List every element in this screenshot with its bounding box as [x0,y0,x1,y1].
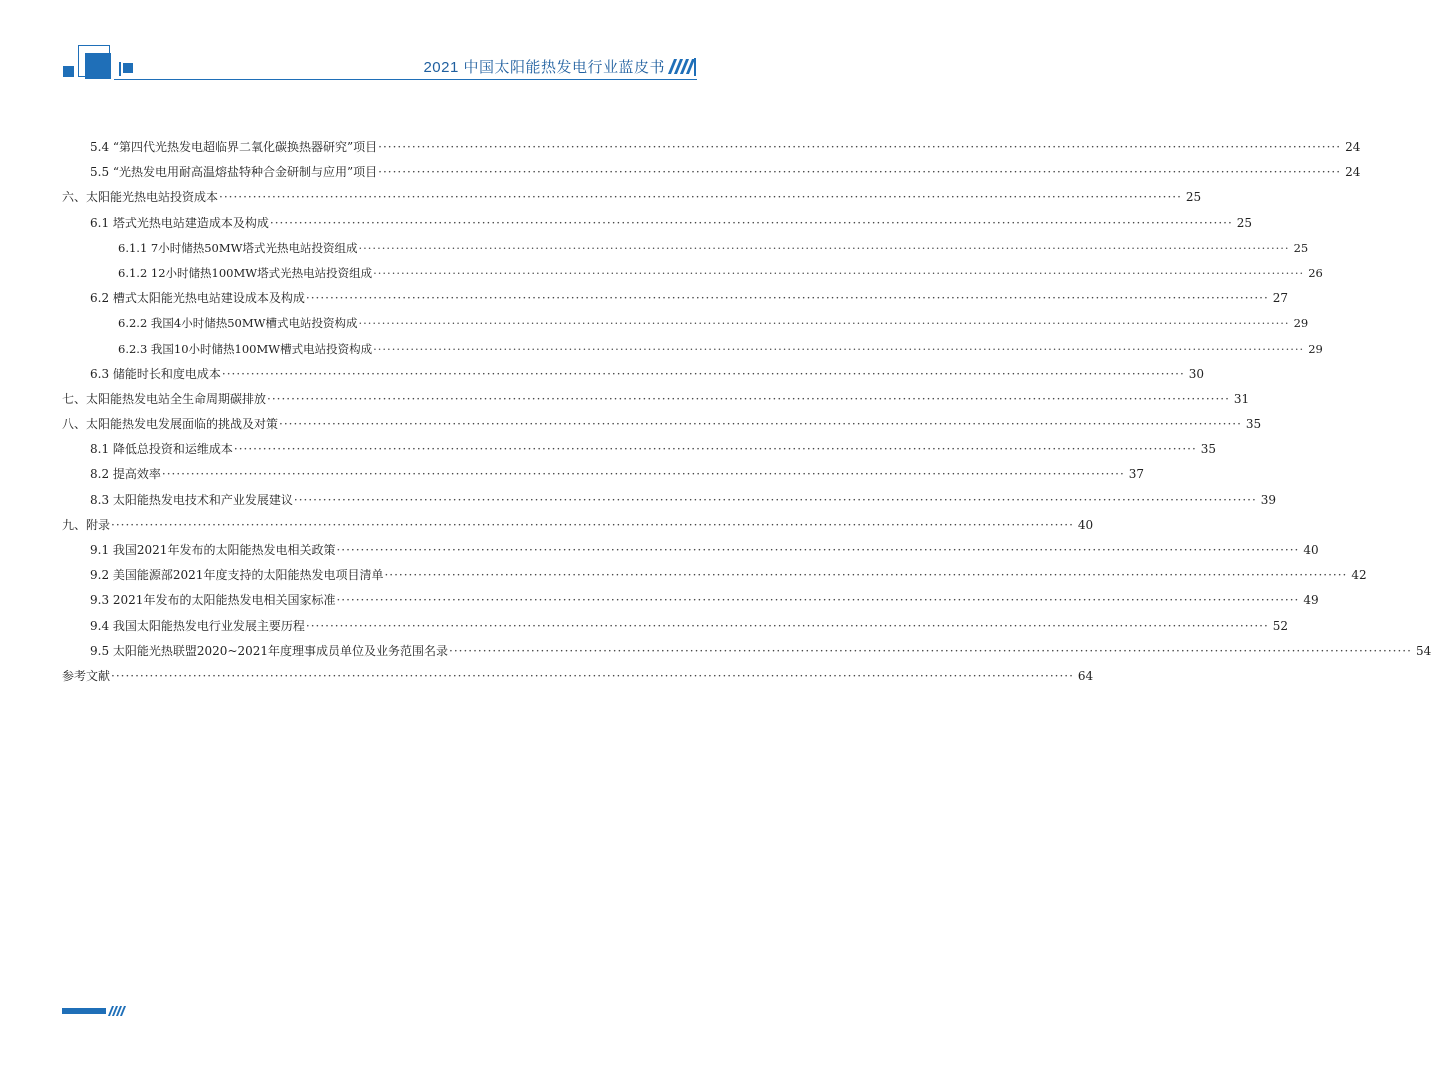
toc-entry-page: 52 [1272,618,1289,633]
toc-entry-page: 29 [1293,316,1309,331]
toc-leader-dots: ········································································································································································································ [336,593,1300,608]
toc-entry[interactable] [62,138,1361,163]
toc-entry-page: 64 [1077,668,1094,683]
toc-entry-page: 40 [1303,543,1319,557]
toc-entry-label: 9.1 我国2021年发布的太阳能热发电相关政策 [90,543,336,557]
toc-entry-page: 40 [1077,517,1094,532]
toc-leader-dots: ········································································································································································································ [269,215,1233,230]
toc-entry[interactable] [62,617,1289,642]
toc-entry[interactable] [62,440,1217,465]
toc-entry-label: 9.3 2021年发布的太阳能热发电相关国家标准 [90,593,336,608]
toc-leader-dots: ········································································································································································································ [373,341,1305,356]
toc-entry-page: 37 [1128,467,1145,482]
toc-leader-dots: ········································································································································································································ [336,543,1300,557]
toc-leader-dots: ········································································································································································································ [111,668,1074,683]
toc-entry-label: 6.2.2 我国4小时储热50MW槽式电站投资构成 [118,316,358,331]
toc-entry-page: 31 [1233,391,1250,406]
header-end-bar [694,58,696,76]
toc-entry[interactable] [62,465,1145,490]
toc-leader-dots: ········································································································································································································ [293,492,1257,507]
toc-entry-label: 9.4 我国太阳能热发电行业发展主要历程 [90,618,305,633]
toc-leader-dots: ········································································································································································································ [221,366,1185,381]
toc-entry-page: 24 [1345,165,1361,180]
toc-entry[interactable] [62,667,1094,692]
toc-entry-label: 5.4 “第四代光热发电超临界二氧化碳换热器研究”项目 [90,140,378,154]
toc-entry-label: 6.1.2 12小时储热100MW塔式光热电站投资组成 [118,265,373,280]
toc-entry-page: 26 [1308,265,1323,280]
toc-entry[interactable] [62,566,1367,591]
toc-entry-page: 29 [1308,341,1323,356]
toc-entry[interactable] [62,516,1094,541]
toc-leader-dots: ········································································································································································································ [378,165,1342,180]
toc-entry[interactable] [62,163,1361,188]
toc-entry-page: 30 [1188,366,1205,381]
toc-entry-label: 六、太阳能光热电站投资成本 [62,190,219,205]
toc-entry-label: 九、附录 [62,517,111,532]
toc-entry-page: 42 [1351,568,1367,583]
toc-entry[interactable] [62,214,1253,239]
toc-entry-label: 6.1.1 7小时储热50MW塔式光热电站投资组成 [118,240,358,255]
header-rule [114,79,697,80]
footer-bar [62,1008,106,1014]
toc-entry-label: 参考文献 [62,668,111,683]
toc-entry[interactable] [62,491,1277,516]
toc-entry[interactable] [62,642,1431,667]
toc-leader-dots: ········································································································································································································ [305,291,1269,306]
toc-leader-dots: ········································································································································································································ [373,265,1305,280]
toc-leader-dots: ········································································································································································································ [378,140,1342,154]
toc-entry-label: 6.2 槽式太阳能光热电站建设成本及构成 [90,291,305,306]
toc-entry-label: 5.5 “光热发电用耐高温熔盐特种合金研制与应用”项目 [90,165,378,180]
toc-entry-page: 25 [1236,215,1253,230]
toc-entry-page: 25 [1293,240,1309,255]
toc-entry-label: 8.2 提高效率 [90,467,161,482]
toc-entry-label: 9.5 太阳能光热联盟2020~2021年度理事成员单位及业务范围名录 [90,643,449,658]
toc-leader-dots: ········································································································································································································ [219,190,1182,205]
toc-entry-page: 24 [1345,140,1361,154]
toc-entry-page: 27 [1272,291,1289,306]
table-of-contents [62,138,1431,692]
toc-entry[interactable] [62,340,1323,365]
toc-entry-page: 25 [1185,190,1202,205]
header-logo-small-square [63,66,74,77]
toc-entry-label: 八、太阳能热发电发展面临的挑战及对策 [62,417,279,432]
toc-entry-label: 9.2 美国能源部2021年度支持的太阳能热发电项目清单 [90,568,384,583]
toc-leader-dots: ········································································································································································································ [384,568,1348,583]
toc-entry-page: 54 [1415,643,1431,658]
toc-entry-label: 8.1 降低总投资和运维成本 [90,442,233,457]
toc-entry[interactable] [62,314,1309,339]
toc-entry-label: 6.3 储能时长和度电成本 [90,366,221,381]
toc-leader-dots: ········································································································································································································ [279,417,1242,432]
toc-leader-dots: ········································································································································································································ [305,618,1269,633]
toc-entry-label: 6.1 塔式光热电站建造成本及构成 [90,215,269,230]
toc-leader-dots: ········································································································································································································ [449,643,1412,658]
toc-entry-page: 35 [1200,442,1217,457]
toc-entry-page: 39 [1260,492,1277,507]
toc-entry[interactable] [62,289,1289,314]
toc-entry-label: 8.3 太阳能热发电技术和产业发展建议 [90,492,293,507]
header-logo-bar [119,62,121,76]
toc-leader-dots: ········································································································································································································ [358,316,1290,331]
toc-entry[interactable] [62,541,1319,566]
toc-entry[interactable] [62,264,1323,289]
toc-entry[interactable] [62,365,1205,390]
toc-entry[interactable] [62,390,1250,415]
toc-entry[interactable] [62,188,1202,213]
toc-leader-dots: ········································································································································································································ [111,517,1074,532]
header-title: 2021 中国太阳能热发电行业蓝皮书 [423,59,665,76]
header-logo-square [85,53,111,79]
header-logo-right-square [123,63,133,73]
toc-entry-label: 七、太阳能热发电站全生命周期碳排放 [62,391,267,406]
toc-leader-dots: ········································································································································································································ [233,442,1197,457]
toc-leader-dots: ········································································································································································································ [267,391,1230,406]
toc-entry-label: 6.2.3 我国10小时储热100MW槽式电站投资构成 [118,341,373,356]
toc-leader-dots: ········································································································································································································ [161,467,1125,482]
toc-entry-page: 35 [1245,417,1262,432]
toc-entry-page: 49 [1303,593,1319,608]
toc-entry[interactable] [62,591,1319,616]
toc-entry[interactable] [62,415,1262,440]
toc-leader-dots: ········································································································································································································ [358,240,1290,255]
toc-entry[interactable] [62,239,1309,264]
